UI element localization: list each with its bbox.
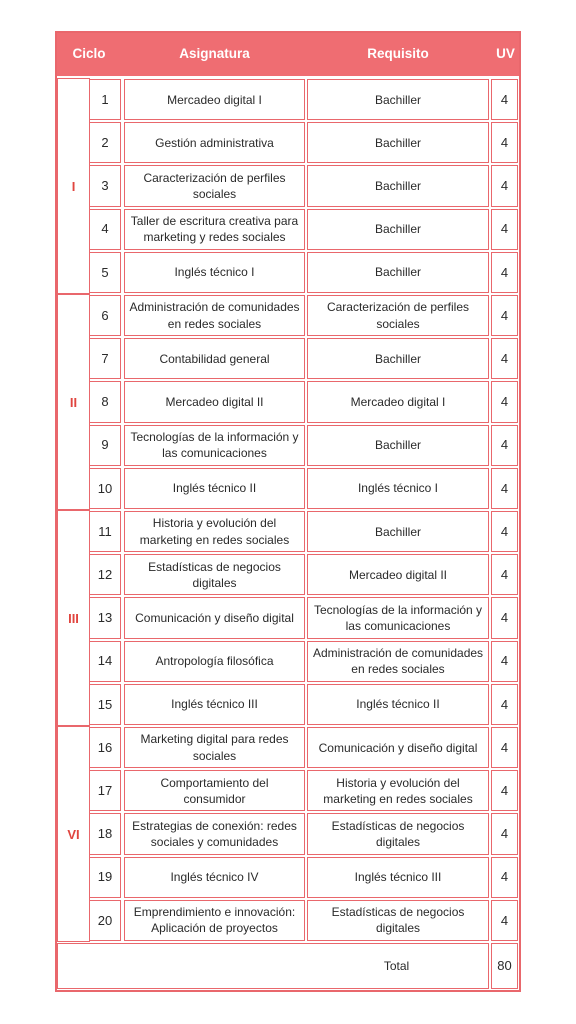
asignatura-cell: Historia y evolución del marketing en redes sociales <box>124 511 305 552</box>
row-number: 12 <box>89 554 121 595</box>
header-requisito: Requisito <box>367 46 429 61</box>
row-number: 19 <box>89 857 121 898</box>
row-number: 5 <box>89 252 121 293</box>
row-number: 16 <box>89 727 121 768</box>
uv-cell: 4 <box>491 381 518 422</box>
row-number: 9 <box>89 425 121 466</box>
uv-cell: 4 <box>491 727 518 768</box>
asignatura-cell: Contabilidad general <box>124 338 305 379</box>
requisito-cell: Tecnologías de la información y las comunicaciones <box>307 597 489 638</box>
uv-cell: 4 <box>491 813 518 854</box>
uv-cell: 4 <box>491 597 518 638</box>
asignatura-cell: Inglés técnico I <box>124 252 305 293</box>
row-number: 3 <box>89 165 121 206</box>
uv-cell: 4 <box>491 79 518 120</box>
asignatura-cell: Marketing digital para redes sociales <box>124 727 305 768</box>
uv-cell: 4 <box>491 468 518 509</box>
asignatura-cell: Gestión administrativa <box>124 122 305 163</box>
uv-cell: 4 <box>491 122 518 163</box>
asignatura-cell: Inglés técnico IV <box>124 857 305 898</box>
header-asignatura: Asignatura <box>179 46 250 61</box>
header-uv: UV <box>496 46 515 61</box>
uv-cell: 4 <box>491 900 518 941</box>
total-label: Total <box>306 944 487 988</box>
row-number: 7 <box>89 338 121 379</box>
uv-cell: 4 <box>491 770 518 811</box>
requisito-cell: Estadísticas de negocios digitales <box>307 900 489 941</box>
asignatura-cell: Administración de comunidades en redes sociales <box>124 295 305 336</box>
row-number: 17 <box>89 770 121 811</box>
asignatura-cell: Comunicación y diseño digital <box>124 597 305 638</box>
requisito-cell: Bachiller <box>307 425 489 466</box>
total-value: 80 <box>491 943 518 989</box>
uv-cell: 4 <box>491 295 518 336</box>
row-number: 8 <box>89 381 121 422</box>
row-number: 11 <box>89 511 121 552</box>
row-number: 1 <box>89 79 121 120</box>
ciclo-cell: III <box>57 510 90 726</box>
asignatura-cell: Inglés técnico III <box>124 684 305 725</box>
row-number: 15 <box>89 684 121 725</box>
requisito-cell: Inglés técnico I <box>307 468 489 509</box>
asignatura-cell: Mercadeo digital II <box>124 381 305 422</box>
header-ciclo: Ciclo <box>72 46 106 61</box>
uv-cell: 4 <box>491 338 518 379</box>
row-number: 6 <box>89 295 121 336</box>
asignatura-cell: Taller de escritura creativa para marketing y redes sociales <box>124 209 305 250</box>
uv-cell: 4 <box>491 641 518 682</box>
ciclo-cell: I <box>57 78 90 294</box>
requisito-cell: Historia y evolución del marketing en redes sociales <box>307 770 489 811</box>
requisito-cell: Bachiller <box>307 165 489 206</box>
uv-cell: 4 <box>491 425 518 466</box>
table-border <box>55 31 521 992</box>
row-number: 20 <box>89 900 121 941</box>
asignatura-cell: Emprendimiento e innovación: Aplicación de proyectos <box>124 900 305 941</box>
requisito-cell: Mercadeo digital I <box>307 381 489 422</box>
asignatura-cell: Antropología filosófica <box>124 641 305 682</box>
requisito-cell: Administración de comunidades en redes sociales <box>307 641 489 682</box>
asignatura-cell: Comportamiento del consumidor <box>124 770 305 811</box>
asignatura-cell: Estrategias de conexión: redes sociales y comunidades <box>124 813 305 854</box>
uv-cell: 4 <box>491 511 518 552</box>
row-number: 14 <box>89 641 121 682</box>
row-number: 4 <box>89 209 121 250</box>
requisito-cell: Bachiller <box>307 338 489 379</box>
uv-cell: 4 <box>491 554 518 595</box>
asignatura-cell: Estadísticas de negocios digitales <box>124 554 305 595</box>
requisito-cell: Bachiller <box>307 122 489 163</box>
row-number: 2 <box>89 122 121 163</box>
uv-cell: 4 <box>491 252 518 293</box>
ciclo-cell: II <box>57 294 90 510</box>
ciclo-cell: VI <box>57 726 90 942</box>
asignatura-cell: Caracterización de perfiles sociales <box>124 165 305 206</box>
curriculum-table <box>55 31 521 992</box>
requisito-cell: Bachiller <box>307 79 489 120</box>
asignatura-cell: Mercadeo digital I <box>124 79 305 120</box>
requisito-cell: Estadísticas de negocios digitales <box>307 813 489 854</box>
requisito-cell: Inglés técnico II <box>307 684 489 725</box>
requisito-cell: Comunicación y diseño digital <box>307 727 489 768</box>
asignatura-cell: Tecnologías de la información y las comunicaciones <box>124 425 305 466</box>
requisito-cell: Bachiller <box>307 511 489 552</box>
uv-cell: 4 <box>491 165 518 206</box>
row-number: 10 <box>89 468 121 509</box>
row-number: 13 <box>89 597 121 638</box>
requisito-cell: Caracterización de perfiles sociales <box>307 295 489 336</box>
requisito-cell: Bachiller <box>307 252 489 293</box>
uv-cell: 4 <box>491 684 518 725</box>
requisito-cell: Mercadeo digital II <box>307 554 489 595</box>
asignatura-cell: Inglés técnico II <box>124 468 305 509</box>
requisito-cell: Bachiller <box>307 209 489 250</box>
requisito-cell: Inglés técnico III <box>307 857 489 898</box>
uv-cell: 4 <box>491 857 518 898</box>
uv-cell: 4 <box>491 209 518 250</box>
row-number: 18 <box>89 813 121 854</box>
